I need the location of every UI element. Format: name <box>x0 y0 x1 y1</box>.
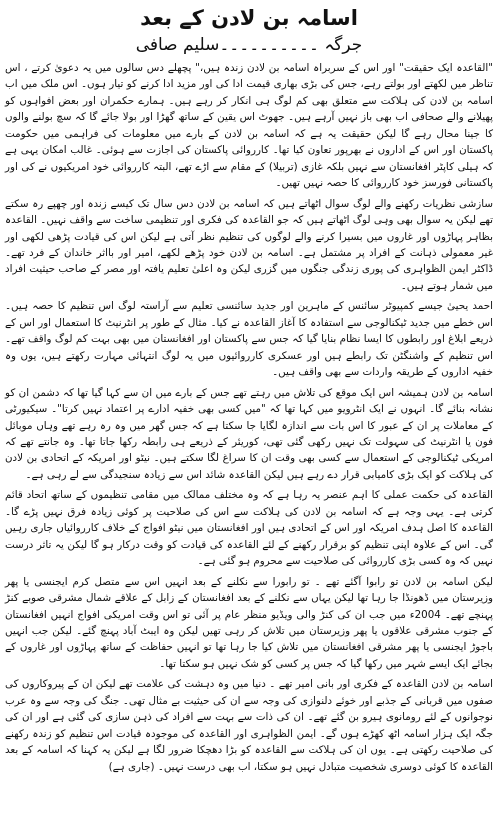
article-title: اسامہ بن لادن کے بعد <box>140 6 358 30</box>
article-byline: جرگہ ۔۔۔۔۔۔۔۔۔۔سلیم صافی <box>135 35 363 55</box>
article-paragraph: سازشی نظریات رکھنے والے لوگ سوال اٹھاتے ہیں کہ اسامہ بن لادن دس سال تک کیسے زندہ اور چھپے رہ سکتے تھے لیکن یہ سوال بھی وہی لوگ اٹھاتے ہیں کہ جو القاعدہ کی فکری اور تنظیمی ساخت سے واقف نہیں۔ القاعدہ بظاہر پہاڑوں اور غاروں میں بسیرا کرنے والے لوگوں کی تنظیم نظر آتی ہے لیکن اس کی قیادت پڑھی لکھی اور غیر معمولی ذہانت کے افراد پر مشتمل ہے۔ اسامہ بن لادن خود پڑھے لکھے، امیر اور بااثر خاندان کے فرد تھے۔ ڈاکٹر ایمن الظواہری کی پوری زندگی جنگوں میں گزری لیکن وہ اعلیٰ تعلیم یافتہ اور مصر کے صاحب حیثیت افراد میں شمار ہوتے ہیں۔ <box>5 197 493 292</box>
article-paragraph: اسامہ بن لادن القاعدہ کے فکری اور بانی امیر تھے ۔ دنیا میں وہ دہشت کی علامت تھے لیکن ان کے پیروکاروں کی صفوں میں قربانی کے جذبے اور خوئے دلنوازی کی وجہ سے ان کی حیثیت بے مثال تھی۔ جنگ کی وجہ سے وہ عرب نوجوانوں کے لئے رومانوی ہیرو بن گئے تھے۔ ان کی ذات سے بہت سے افراد کی ذہن سازی کی گئی ہے اور ان کی جگہ ایک ہزار اسامہ اٹھ کھڑے ہوں گے۔ ایمن الظواہری اور القاعدہ کی موجودہ قیادت اس تنظیم کو زندہ رکھنے کی صلاحیت رکھتی ہے۔ یوں ان کی ہلاکت سے القاعدہ کو بڑا دھچکا ضرور لگا ہے لیکن یہ کہنا کہ اسامہ کے بعد القاعدہ کا کوئی دوسری شخصیت متبادل نہیں ہو سکتا، اب بھی درست نہیں۔ (جاری ہے) <box>5 678 493 773</box>
article-paragraph: اسامہ بن لادن ہمیشہ اس ایک موقع کی تلاش میں رہتے تھے جس کے بارے میں ان سے کہا گیا تھا کہ دشمن ان کو نشانہ بنائے گا۔ انہوں نے ایک انٹرویو میں کہا تھا کہ "میں کسی بھی خفیہ ادارے پر اعتماد نہیں کرتا"۔ سیکیورٹی کے معاملات پر ان کے عبور کا اس بات سے اندازہ لگایا جا سکتا ہے کہ جس گھر میں وہ رہ رہے تھے وہاں موبائل فون یا انٹرنیٹ کی سہولت تک نہیں رکھی گئی تھی، کوریئر کے ذریعے ہی رابطہ رکھا جاتا تھا۔ وہ جانتے تھے کہ امریکی ٹیکنالوجی کے استعمال سے کسی بھی وقت ان کا سراغ لگا سکتے ہیں۔ نیٹو اور امریکہ کے اتحادی بن لادن کی ہلاکت کو ایک بڑی کامیابی قرار دے رہے ہیں لیکن القاعدہ شائد اس سے زیادہ سنجیدگی سے لے رہی ہے۔ <box>5 386 493 481</box>
article-body <box>5 60 493 775</box>
article-paragraph: لیکن اسامہ بن لادن تو رابوا آگئے تھے ۔ تو رابورا سے نکلنے کے بعد انہیں اس سے متصل کرم ایجنسی یا پھر وزیرستان میں ڈھونڈا جا رہا تھا لیکن یہاں سے نکلنے کے بعد افغانستان کے زابل کے علاقے شمال مشرقی صوبے کنڑ پہنچے تھے۔ 2004ء میں جب ان کی کنڑ والی ویڈیو منظر عام پر آئی تو اس وقت امریکی افواج انہیں افغانستان کے جنوب مشرقی علاقوں یا پھر وزیرستان میں تلاش کر رہی تھیں لیکن وہ ایبٹ آباد پہنچ گئے۔ لیکن جب انہیں باجوڑ ایجنسی یا پھر مشرقی افغانستان میں تلاش کیا جا رہا تھا تو انہیں حفاظت کے ساتھ پہاڑوں اور غاروں کے بجائے ایک ایسے شہر میں رکھا گیا کہ جس پر کسی کو شک نہیں ہو سکتا تھا۔ <box>5 575 493 670</box>
article-paragraph: القاعدہ کی حکمت عملی کا اہم عنصر یہ رہا ہے کہ وہ مختلف ممالک میں مقامی تنظیموں کے ساتھ اتحاد قائم کرتی ہے۔ یہی وجہ ہے کہ اسامہ بن لادن کی ہلاکت سے اس کی صلاحیت پر کوئی زیادہ فرق نہیں پڑے گا۔ القاعدہ کا اصل ہدف امریکہ اور اس کے اتحادی ہیں اور افغانستان میں نیٹو افواج کے خلاف کارروائیاں جاری رہیں گی۔ اس کے علاوہ اپنی تنظیم کو برقرار رکھنے کے لئے القاعدہ کی قیادت کو وقت درکار ہو گا لیکن یہ تاثر درست نہیں کہ وہ کسی بڑی کارروائی کی صلاحیت سے محروم ہو گئی ہے۔ <box>5 489 493 568</box>
article-paragraph: احمد یحییٰ جیسے کمپیوٹر سائنس کے ماہرین اور جدید سائنسی تعلیم سے آراستہ لوگ اس تنظیم کا حصہ ہیں۔ اس خطے میں جدید ٹیکنالوجی سے استفادہ کا آغاز القاعدہ نے کیا۔ مثال کے طور پر انٹرنیٹ کا استعمال اور اس کے ذریعے ابلاغ اور رابطوں کا ایسا نظام بنایا گیا کہ جس سے پاکستان اور افغانستان میں بھی بہت کم لوگ واقف تھے۔ اس تنظیم کے واشنگٹن تک رابطے ہیں اور عسکری کارروائیوں میں یہ لوگ انتہائی مہارت رکھتے ہیں، یوں وہ خفیہ اداروں کے طریقہ واردات سے بھی واقف ہیں۔ <box>5 300 493 379</box>
article-paragraph: "القاعدہ ایک حقیقت" اور اس کے سربراہ اسامہ بن لادن زندہ ہیں،" پچھلے دس سالوں میں یہ دعویٰ کرتے ، اس تناظر میں لکھتے اور بولتے رہے، جس کی بڑی بھاری قیمت ادا کی اور مزید ادا کرنے کو تیار ہوں۔ اس ملک میں اب اسامہ بن لادن کی ہلاکت سے متعلق بھی کم لوگ ہی انکار کر رہے ہیں۔ ہمارے حکمران اور بعض افواہوں کو پھیلانے والے صحافی اب بھی باز نہیں آرہے ہیں۔ جھوٹ اس یقین کے ساتھ گھڑا اور بولا جائے گا کہ سچ بولنے والوں کا جینا محال رہے گا لیکن حقیقت یہ ہے کہ اسامہ بن لادن کے بارے میں معلومات کی فراہمی میں حکومت پاکستان اور اس کے اداروں نے بھرپور تعاون کیا تھا۔ کارروائی پاکستان کی اجازت سے ہوئی۔ غالب امکان یہی ہے کہ ہیلی کاپٹر افغانستان سے نہیں بلکہ غازی (تربیلا) کے مقام سے اڑے تھے، البتہ کارروائی خود امریکیوں نے کی اور پاکستانی فورسز خود کارروائی کا حصہ نہیں تھیں۔ <box>5 62 493 190</box>
